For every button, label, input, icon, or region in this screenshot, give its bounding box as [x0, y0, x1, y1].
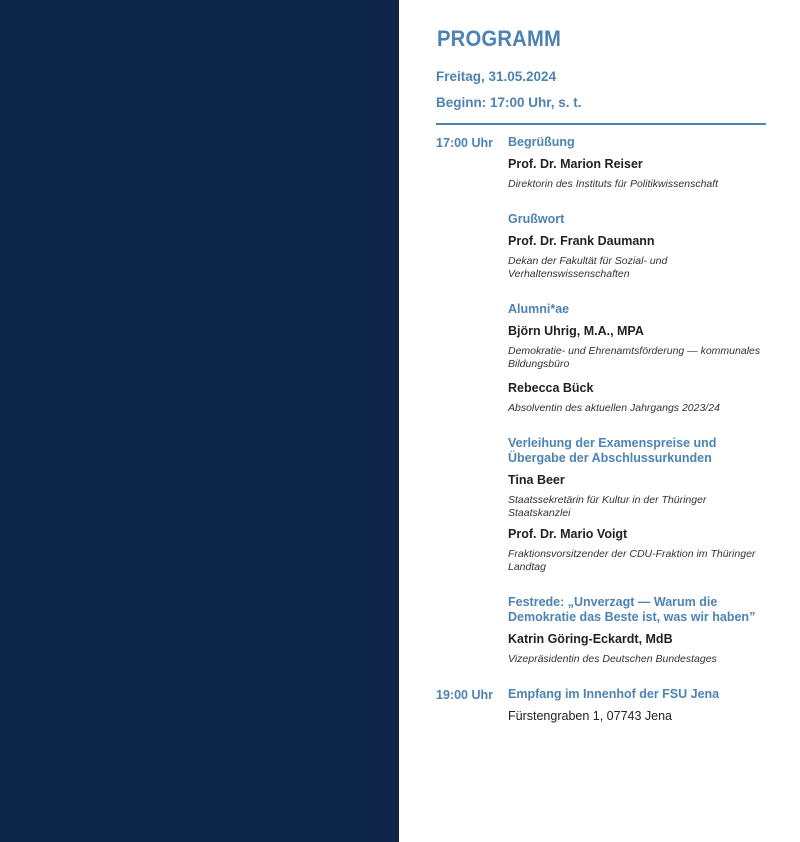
- section-title: Festrede: „Unverzagt — Warum die Demokratie das Beste ist, was wir haben”: [508, 595, 756, 624]
- time-block-body: [508, 687, 766, 724]
- left-color-panel: [0, 0, 399, 842]
- section-alumni: [508, 302, 766, 415]
- speaker: [508, 526, 766, 574]
- section-title: Alumni*ae: [508, 302, 570, 316]
- speaker: [508, 233, 766, 281]
- speaker-role: Absolventin des aktuellen Jahrgangs 2023/24: [508, 402, 720, 414]
- time-label: 19:00 Uhr: [436, 688, 493, 702]
- section-title: Empfang im Innenhof der FSU Jena: [508, 687, 720, 701]
- section-title: Verleihung der Examenspreise und Übergabe der Abschlussurkunden: [508, 436, 717, 465]
- section-begruessung: [508, 135, 766, 191]
- section-verleihung: [508, 436, 766, 574]
- program-title: PROGRAMM: [437, 26, 562, 51]
- speaker-name: Prof. Dr. Marion Reiser: [508, 157, 643, 171]
- speaker: [508, 472, 766, 520]
- time-block-1900: [436, 687, 766, 724]
- speaker-name: Rebecca Bück: [508, 381, 594, 395]
- time-label: 17:00 Uhr: [436, 136, 493, 150]
- speaker-role: Direktorin des Instituts für Politikwissenschaft: [508, 178, 719, 190]
- speaker-name: Prof. Dr. Frank Daumann: [508, 234, 655, 248]
- program-begin: Beginn: 17:00 Uhr, s. t.: [436, 95, 582, 110]
- section-title: Begrüßung: [508, 135, 575, 149]
- divider: [436, 123, 766, 125]
- speaker: [508, 323, 766, 371]
- venue-address: Fürstengraben 1, 07743 Jena: [508, 709, 673, 723]
- speaker: [508, 380, 766, 415]
- speaker-name: Katrin Göring-Eckardt, MdB: [508, 632, 673, 646]
- section-title: Grußwort: [508, 212, 565, 226]
- section-festrede: [508, 595, 766, 666]
- speaker-name: Prof. Dr. Mario Voigt: [508, 527, 628, 541]
- speaker-role: Staatssekretärin für Kultur in der Thüringer Staatskanzlei: [508, 494, 707, 519]
- speaker-name: Tina Beer: [508, 473, 565, 487]
- time-block-1700: [436, 135, 766, 666]
- speaker-role: Fraktionsvorsitzender der CDU-Fraktion im Thüringer Landtag: [508, 548, 756, 573]
- speaker-name: Björn Uhrig, M.A., MPA: [508, 324, 644, 338]
- speaker-role: Vizepräsidentin des Deutschen Bundestages: [508, 653, 717, 665]
- speaker-role: Demokratie- und Ehrenamtsförderung — kommunales Bildungsbüro: [508, 345, 761, 370]
- program-content: [436, 26, 766, 724]
- speaker: [508, 156, 766, 191]
- program-date: Freitag, 31.05.2024: [436, 69, 557, 84]
- speaker-role: Dekan der Fakultät für Sozial- und Verhaltenswissenschaften: [508, 255, 668, 280]
- speaker: [508, 631, 766, 666]
- time-block-body: [508, 135, 766, 666]
- section-grusswort: [508, 212, 766, 281]
